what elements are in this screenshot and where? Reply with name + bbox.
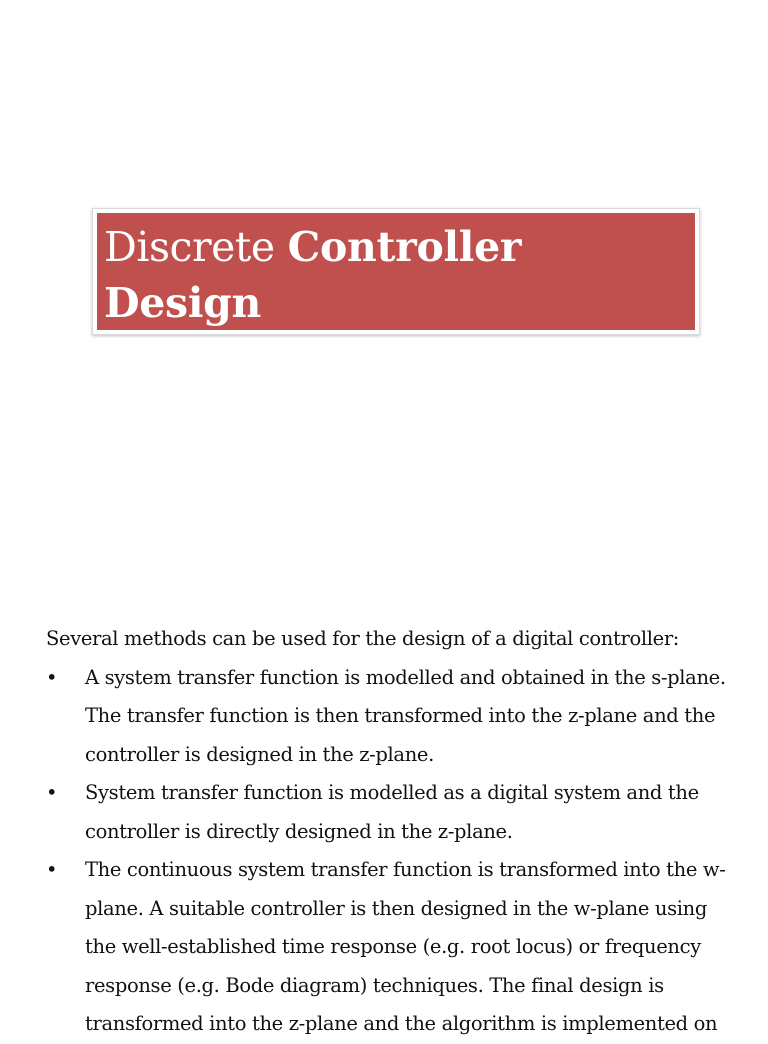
intro-paragraph: Several methods can be used for the design of a digital controller: [46,627,680,650]
bullet-line: A system transfer function is modelled and obtained in the s-plane. [85,665,726,689]
bullet-line: controller is designed in the z-plane. [85,742,434,766]
slide-title [97,213,695,330]
title-bold-text: Controller Design [104,223,522,327]
bullet-icon: • [46,781,58,804]
bullet-line: The continuous system transfer function is transformed into the w- [85,858,726,881]
body-content [46,620,736,1044]
bullet-line: transformed into the z-plane and the algorithm is implemented on [85,1012,718,1035]
bullet-line: System transfer function is modelled as a digital system and the [85,781,699,804]
bullet-icon: • [46,665,58,689]
title-frame [92,208,700,335]
bullet-line: controller is directly designed in the z-plane. [85,819,513,843]
bullet-item [46,851,736,1044]
bullet-icon: • [46,858,58,881]
title-regular-text: Discrete [104,223,275,271]
bullet-item [46,659,736,775]
bullet-item [46,774,736,851]
bullet-line: plane. A suitable controller is then designed in the w-plane using [85,896,707,920]
bullet-list [46,659,736,1044]
bullet-line: The transfer function is then transformed into the z-plane and the [85,704,716,727]
bullet-line: the well-established time response (e.g. root locus) or frequency [85,935,701,958]
bullet-line: response (e.g. Bode diagram) techniques. The final design is [85,973,664,997]
